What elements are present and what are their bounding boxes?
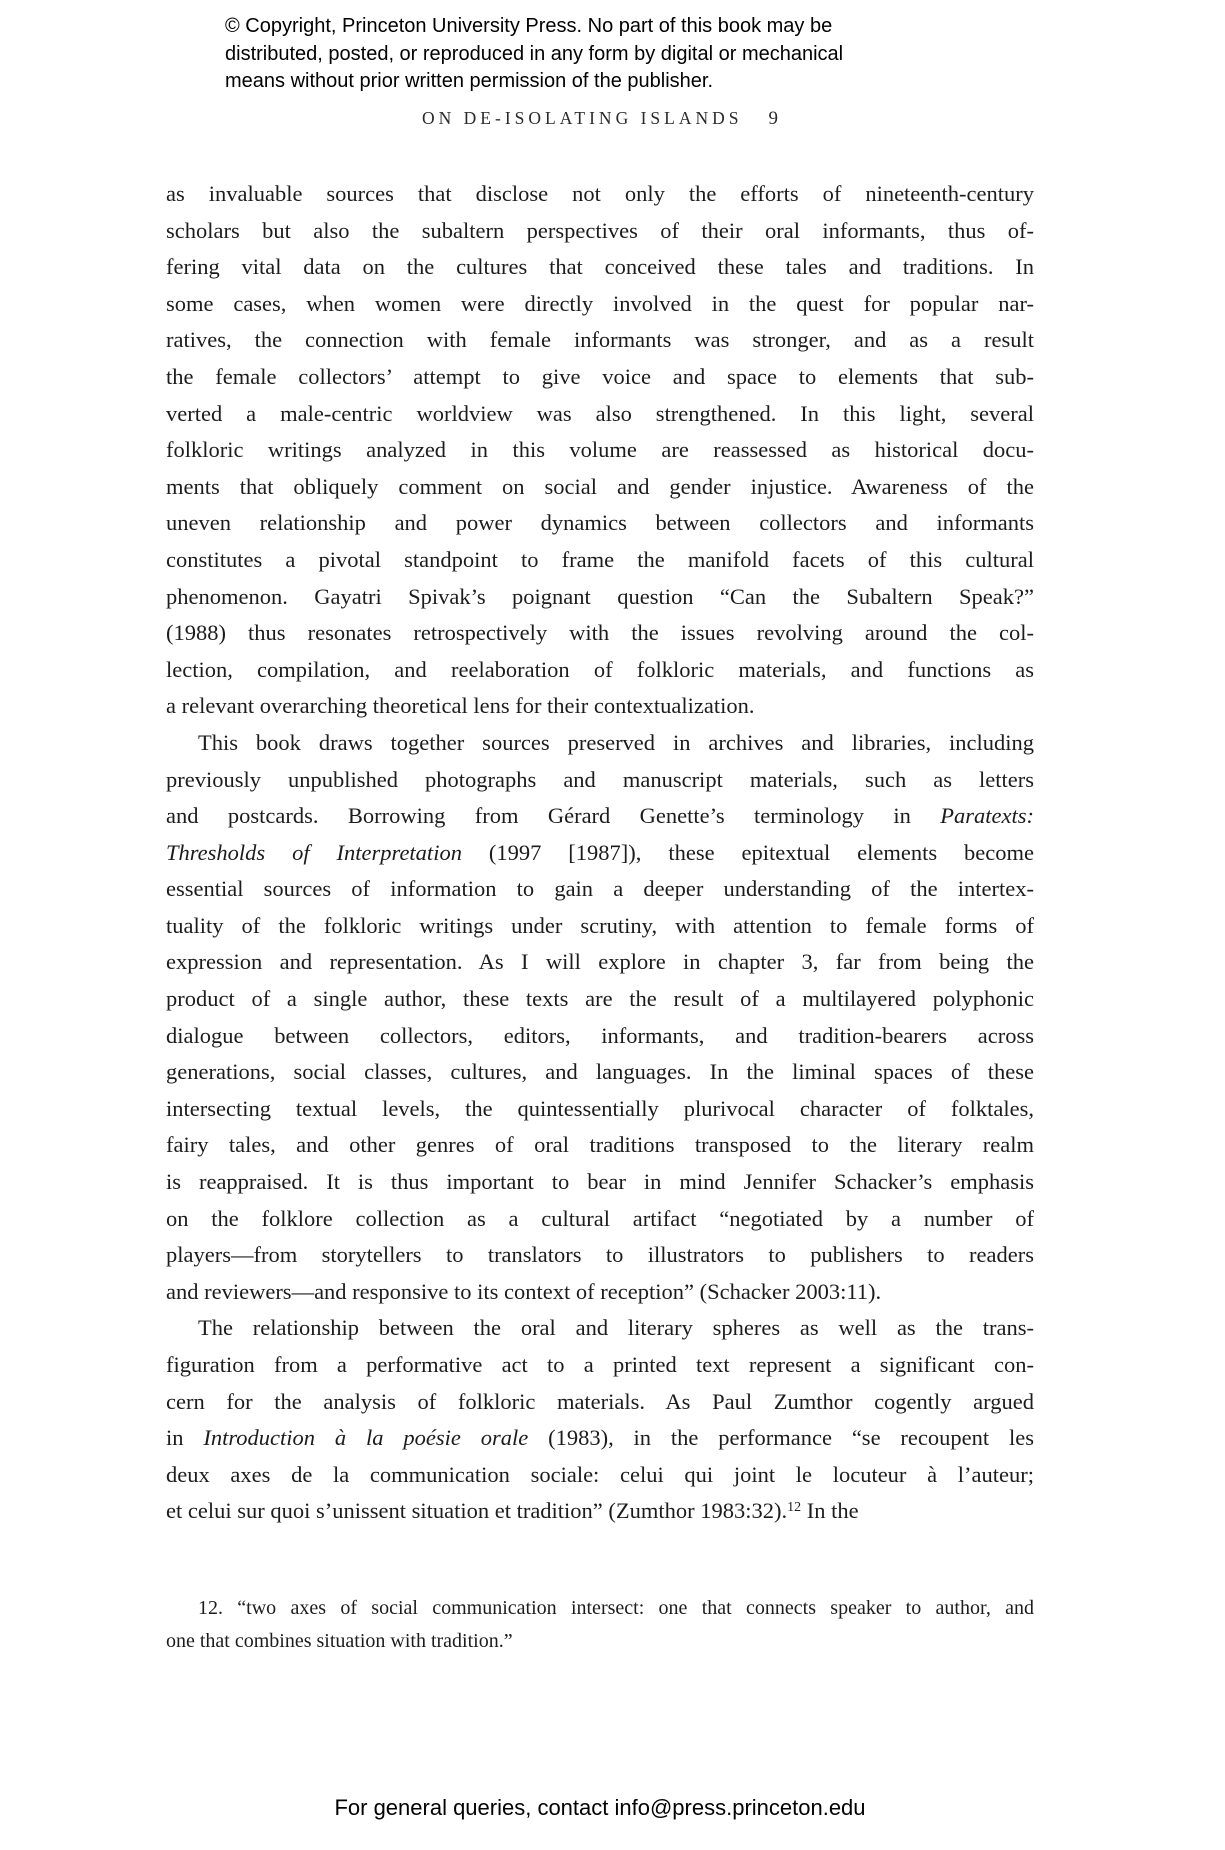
- text-line: 12. “two axes of social communication intersect: one that connects speaker to author, and: [198, 1597, 1034, 1619]
- text-line: constitutes a pivotal standpoint to frame the manifold facets of this cultural: [166, 546, 1034, 572]
- page-footer: [166, 1795, 1034, 1821]
- text-line: in Introduction à la poésie orale (1983), in the performance “se recoupent les: [166, 1425, 1034, 1451]
- text-line: some cases, when women were directly involved in the quest for popular nar-: [166, 290, 1034, 316]
- copyright-line: means without prior written permission of the publisher.: [225, 70, 714, 92]
- text-line: The relationship between the oral and literary spheres as well as the trans-: [198, 1315, 1034, 1341]
- text-line: on the folklore collection as a cultural artifact “negotiated by a number of: [166, 1205, 1034, 1231]
- text-line: the female collectors’ attempt to give voice and space to elements that sub-: [166, 363, 1034, 389]
- page-number: 9: [768, 108, 778, 129]
- text-line: and postcards. Borrowing from Gérard Genette’s terminology in Paratexts:: [166, 803, 1034, 829]
- text-line: folkloric writings analyzed in this volume are reassessed as historical docu-: [166, 437, 1034, 463]
- text-line: is reappraised. It is thus important to bear in mind Jennifer Schacker’s emphasis: [166, 1169, 1034, 1195]
- text-line: phenomenon. Gayatri Spivak’s poignant question “Can the Subaltern Speak?”: [166, 583, 1034, 609]
- text-line: previously unpublished photographs and manuscript materials, such as letters: [166, 766, 1034, 792]
- footer-contact-text: For general queries, contact info@press.princeton.edu: [334, 1795, 866, 1820]
- text-line: and reviewers—and responsive to its context of reception” (Schacker 2003:11).: [166, 1278, 882, 1304]
- text-line: This book draws together sources preserved in archives and libraries, including: [198, 729, 1034, 755]
- running-head-title: ON DE-ISOLATING ISLANDS: [422, 108, 743, 128]
- text-line: intersecting textual levels, the quintessentially plurivocal character of folktales,: [166, 1095, 1034, 1121]
- text-line: essential sources of information to gain a deeper understanding of the intertex-: [166, 876, 1034, 902]
- text-line: tuality of the folkloric writings under scrutiny, with attention to female forms of: [166, 912, 1034, 938]
- text-line: lection, compilation, and reelaboration of folkloric materials, and functions as: [166, 656, 1034, 682]
- running-head: [166, 108, 1034, 130]
- text-line: one that combines situation with tradition.”: [166, 1629, 513, 1652]
- text-line: et celui sur quoi s’unissent situation et tradition” (Zumthor 1983:32).$^{12}$ In the: [166, 1498, 859, 1524]
- copyright-line: distributed, posted, or reproduced in any form by digital or mechanical: [225, 42, 844, 65]
- text-line: verted a male-centric worldview was also strengthened. In this light, several: [166, 400, 1034, 426]
- text-line: ratives, the connection with female informants was stronger, and as a result: [166, 327, 1034, 353]
- copyright-line: © Copyright, Princeton University Press. No part of this book may be: [225, 15, 833, 37]
- text-line: expression and representation. As I will explore in chapter 3, far from being the: [166, 949, 1034, 975]
- text-line: cern for the analysis of folkloric materials. As Paul Zumthor cogently argued: [166, 1388, 1034, 1414]
- body-text: [166, 176, 1034, 1530]
- text-line: uneven relationship and power dynamics between collectors and informants: [166, 510, 1034, 536]
- paragraph: [166, 176, 1034, 725]
- footnote: [166, 1592, 1034, 1657]
- text-line: ments that obliquely comment on social and gender injustice. Awareness of the: [166, 473, 1034, 499]
- paragraph: [166, 725, 1034, 1311]
- copyright-notice: [225, 13, 995, 96]
- text-line: players—from storytellers to translators to illustrators to publishers to readers: [166, 1242, 1034, 1268]
- text-line: scholars but also the subaltern perspectives of their oral informants, thus of-: [166, 217, 1034, 243]
- text-line: as invaluable sources that disclose not only the efforts of nineteenth-century: [166, 181, 1034, 206]
- text-line: deux axes de la communication sociale: celui qui joint le locuteur à l’auteur;: [166, 1461, 1034, 1487]
- paragraph: [166, 1310, 1034, 1530]
- text-line: dialogue between collectors, editors, informants, and tradition-bearers across: [166, 1022, 1034, 1048]
- text-line: figuration from a performative act to a printed text represent a significant con-: [166, 1352, 1034, 1377]
- text-line: fairy tales, and other genres of oral traditions transposed to the literary realm: [166, 1132, 1034, 1158]
- text-line: (1988) thus resonates retrospectively with the issues revolving around the col-: [166, 620, 1034, 646]
- text-line: product of a single author, these texts are the result of a multilayered polyphonic: [166, 986, 1034, 1012]
- text-line: fering vital data on the cultures that conceived these tales and traditions. In: [166, 254, 1034, 280]
- text-line: a relevant overarching theoretical lens for their contextualization.: [166, 693, 755, 719]
- text-line: generations, social classes, cultures, and languages. In the liminal spaces of these: [166, 1059, 1034, 1085]
- text-line: Thresholds of Interpretation (1997 [1987]), these epitextual elements become: [166, 839, 1034, 865]
